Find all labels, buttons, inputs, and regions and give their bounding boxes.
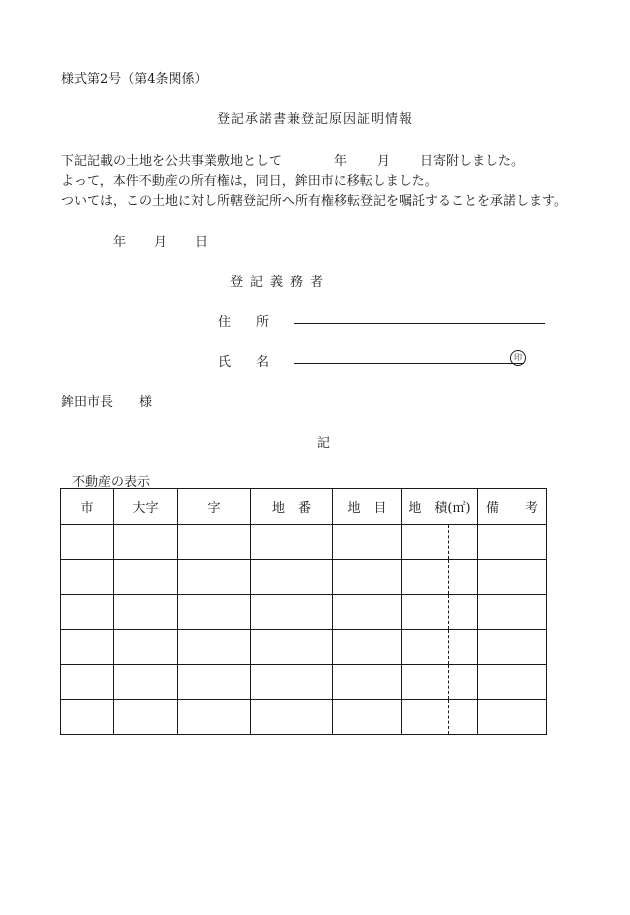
addressee xyxy=(61,391,152,410)
table-cell[interactable] xyxy=(178,525,251,560)
body-line-1 xyxy=(61,150,524,169)
table-cell[interactable] xyxy=(478,525,547,560)
body-line-1-month: 月 xyxy=(377,154,391,169)
table-cell[interactable] xyxy=(178,665,251,700)
table-cell[interactable] xyxy=(61,595,114,630)
column-header-area: 地 積(㎡) xyxy=(402,489,478,525)
document-title: 登記承諾書兼登記原因証明情報 xyxy=(216,112,413,127)
date-month: 月 xyxy=(154,235,168,250)
seal-icon: 印 xyxy=(510,350,526,366)
table-cell[interactable] xyxy=(114,560,178,595)
table-cell[interactable] xyxy=(61,560,114,595)
address-field-line[interactable] xyxy=(294,323,545,324)
address-label-char-1: 住 xyxy=(218,315,232,330)
obligor-heading: 登記義務者 xyxy=(230,275,331,290)
table-cell[interactable] xyxy=(251,595,333,630)
table-cell[interactable] xyxy=(478,630,547,665)
table-cell[interactable] xyxy=(61,700,114,735)
property-caption: 不動産の表示 xyxy=(72,475,151,490)
table-cell[interactable] xyxy=(333,595,402,630)
table-row xyxy=(61,700,547,735)
name-label-char-1: 氏 xyxy=(218,355,232,370)
table-header-row xyxy=(61,489,547,525)
body-line-1-year: 年 xyxy=(334,154,348,169)
addressee-honorific: 様 xyxy=(139,395,153,410)
table-row xyxy=(61,665,547,700)
table-row xyxy=(61,595,547,630)
table-cell[interactable] xyxy=(402,525,478,560)
table-cell[interactable] xyxy=(478,560,547,595)
table-cell[interactable] xyxy=(114,665,178,700)
column-header-aza: 字 xyxy=(178,489,251,525)
table-cell[interactable] xyxy=(251,525,333,560)
form-number: 様式第2号（第4条関係） xyxy=(61,72,208,87)
table-cell[interactable] xyxy=(251,630,333,665)
table-cell[interactable] xyxy=(178,560,251,595)
table-cell[interactable] xyxy=(61,525,114,560)
property-table-body xyxy=(61,525,547,735)
table-cell[interactable] xyxy=(402,560,478,595)
table-cell[interactable] xyxy=(178,630,251,665)
table-row xyxy=(61,525,547,560)
table-cell[interactable] xyxy=(333,630,402,665)
table-cell[interactable] xyxy=(114,700,178,735)
table-cell[interactable] xyxy=(251,700,333,735)
table-cell[interactable] xyxy=(114,595,178,630)
table-cell[interactable] xyxy=(61,630,114,665)
table-cell[interactable] xyxy=(251,560,333,595)
table-cell[interactable] xyxy=(402,595,478,630)
date-line xyxy=(113,231,208,250)
table-cell[interactable] xyxy=(478,700,547,735)
table-cell[interactable] xyxy=(402,700,478,735)
column-header-oaza: 大字 xyxy=(114,489,178,525)
table-cell[interactable] xyxy=(251,665,333,700)
table-cell[interactable] xyxy=(114,630,178,665)
property-table xyxy=(60,488,547,735)
name-field-line[interactable] xyxy=(294,363,524,364)
column-header-lot-number: 地 番 xyxy=(251,489,333,525)
table-row xyxy=(61,630,547,665)
table-cell[interactable] xyxy=(114,525,178,560)
table-cell[interactable] xyxy=(402,665,478,700)
table-cell[interactable] xyxy=(333,700,402,735)
body-line-3: ついては，この土地に対し所轄登記所へ所有権移転登記を嘱託することを承諾します。 xyxy=(61,194,567,209)
table-cell[interactable] xyxy=(333,560,402,595)
column-header-city: 市 xyxy=(61,489,114,525)
addressee-label: 鉾田市長 xyxy=(61,395,114,410)
address-label-char-2: 所 xyxy=(256,315,270,330)
table-cell[interactable] xyxy=(333,525,402,560)
table-cell[interactable] xyxy=(61,665,114,700)
ki-heading: 記 xyxy=(317,436,331,451)
address-label xyxy=(218,311,269,330)
column-header-remarks: 備 考 xyxy=(478,489,547,525)
table-row xyxy=(61,560,547,595)
body-line-1-text: 下記記載の土地を公共事業敷地として xyxy=(61,154,283,169)
column-header-land-category: 地 目 xyxy=(333,489,402,525)
name-label xyxy=(218,351,269,370)
table-cell[interactable] xyxy=(333,665,402,700)
table-cell[interactable] xyxy=(178,700,251,735)
body-line-2: よって，本件不動産の所有権は，同日，鉾田市に移転しました。 xyxy=(61,174,438,189)
table-cell[interactable] xyxy=(478,595,547,630)
table-cell[interactable] xyxy=(478,665,547,700)
table-cell[interactable] xyxy=(402,630,478,665)
name-label-char-2: 名 xyxy=(256,355,270,370)
body-line-1-day: 日寄附しました。 xyxy=(420,154,525,169)
date-day: 日 xyxy=(195,235,209,250)
table-cell[interactable] xyxy=(178,595,251,630)
date-year: 年 xyxy=(113,235,127,250)
